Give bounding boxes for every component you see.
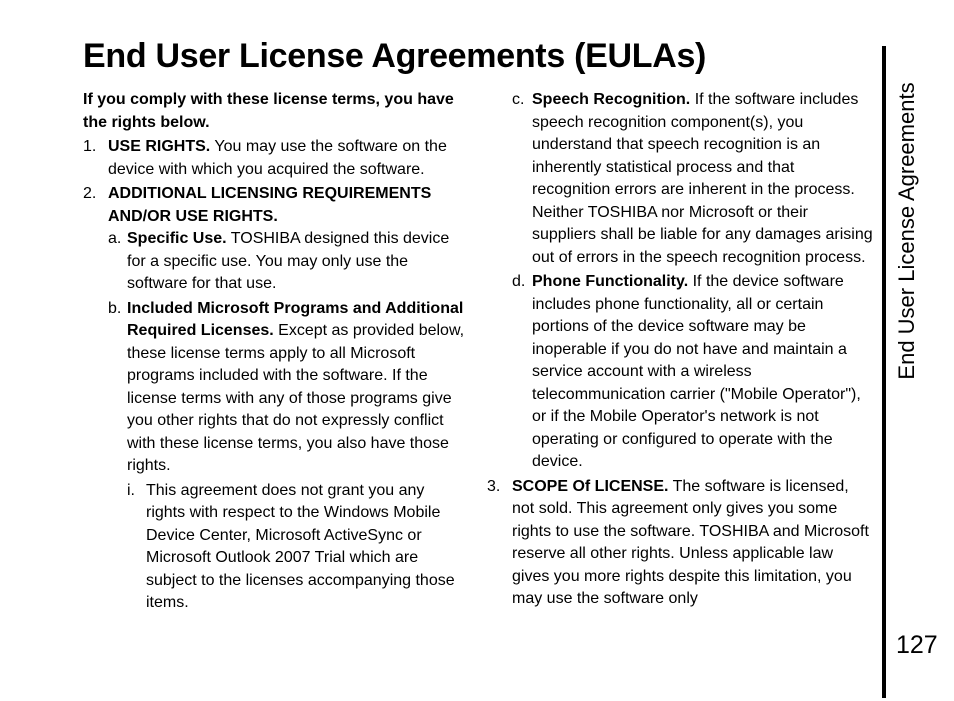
list-marker: 2.: [83, 185, 97, 202]
subsection-text: Except as provided below, these license terms apply to all Microsoft programs included with the software. If the license terms with any of those programs give you other rights that do not expressly conflict with these license terms, you also have those rights.: [127, 322, 465, 474]
section-heading: ADDITIONAL LICENSING REQUIREMENTS AND/OR USE RIGHTS.: [108, 185, 432, 225]
section-heading: USE RIGHTS.: [108, 138, 211, 155]
list-marker: 3.: [487, 477, 501, 495]
list-marker: b.: [108, 299, 122, 317]
clause-text: This agreement does not grant you any rights with respect to the Windows Mobile Device Center, Microsoft ActiveSync or Microsoft Outlook 2007 Trial which are subject to the licenses accompanying those items.: [146, 481, 455, 611]
subsection-text: If the software includes speech recognition component(s), you understand that speech recognition is an inherently statistical process and that recognition errors are inherent in the process. Neither TOSHIBA nor Microsoft or their suppliers shall be liable for any damages arising out of errors in the speech recognition process.: [532, 91, 873, 266]
sidebar-rule: [882, 46, 886, 698]
intro-paragraph: If you comply with these license terms, you have the rights below.: [83, 91, 454, 131]
subsection-heading: Included Microsoft Programs and Additional Required Licenses.: [127, 299, 464, 339]
section-use-rights: [83, 136, 467, 181]
page-title: End User License Agreements (EULAs): [83, 37, 707, 75]
list-marker: 1.: [83, 138, 97, 155]
left-column: [83, 89, 467, 617]
list-marker: c.: [512, 91, 525, 108]
right-column: [487, 89, 873, 613]
section-additional-licensing: [83, 183, 467, 615]
page-number: 127: [896, 631, 938, 659]
section-heading: SCOPE Of LICENSE.: [512, 477, 669, 495]
section-text: The software is licensed, not sold. This agreement only gives you some rights to use the software. TOSHIBA and Microsoft reserve all other rights. Unless applicable law gives you more rights despite this limitation, you may use the software only: [512, 477, 869, 607]
clause-windows-mobile: [127, 480, 467, 615]
list-marker: i.: [127, 481, 135, 499]
sidebar-chapter-label: End User License Agreements: [894, 82, 919, 380]
subsection-speech-recognition: [487, 89, 873, 269]
subsection-heading: Speech Recognition.: [532, 91, 691, 108]
section-scope-of-license: [487, 476, 873, 611]
subsection-phone-functionality: [487, 271, 873, 474]
subsection-specific-use: [108, 228, 467, 296]
list-marker: d.: [512, 273, 526, 290]
subsection-included-microsoft-programs: [108, 298, 467, 615]
subsection-text: TOSHIBA designed this device for a specific use. You may only use the software for that use.: [127, 230, 450, 292]
subsection-heading: Specific Use.: [127, 230, 227, 247]
section-text: You may use the software on the device with which you acquired the software.: [108, 138, 447, 178]
list-marker: a.: [108, 230, 122, 247]
subsection-text: If the device software includes phone functionality, all or certain portions of the device software may be inoperable if you do not have and maintain a service account with a wireless telecommunication carrier ("Mobile Operator"), or if the Mobile Operator's network is not operating or configured to operate with the device.: [532, 273, 861, 470]
subsection-heading: Phone Functionality.: [532, 273, 689, 290]
